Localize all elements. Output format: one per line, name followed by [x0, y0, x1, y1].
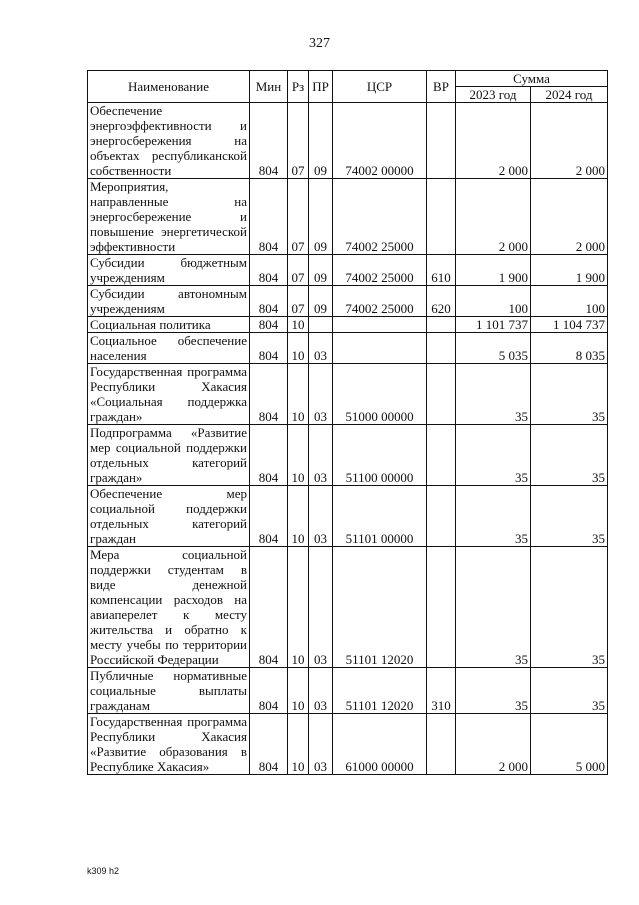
cell-sum-2024: 2 000 — [531, 103, 608, 179]
cell-pr: 03 — [309, 486, 333, 547]
table-row — [88, 286, 608, 317]
cell-name: Государственная программа Республики Хакасия «Социальная поддержка граждан» — [88, 364, 250, 425]
cell-vr — [427, 103, 456, 179]
header-csr: ЦСР — [333, 71, 427, 103]
cell-vr — [427, 714, 456, 775]
header-year-2024: 2024 год — [531, 87, 608, 103]
cell-name: Социальная политика — [88, 317, 250, 333]
table-row — [88, 103, 608, 179]
table-row — [88, 255, 608, 286]
header-sum: Сумма — [456, 71, 608, 87]
cell-sum-2024: 100 — [531, 286, 608, 317]
cell-vr — [427, 333, 456, 364]
cell-pr: 09 — [309, 286, 333, 317]
cell-rz: 10 — [288, 714, 309, 775]
header-name: Наименование — [88, 71, 250, 103]
cell-csr: 51101 12020 — [333, 547, 427, 668]
cell-rz: 07 — [288, 286, 309, 317]
table-row — [88, 317, 608, 333]
cell-pr: 03 — [309, 333, 333, 364]
budget-table-body — [88, 103, 608, 775]
cell-csr: 74002 25000 — [333, 179, 427, 255]
header-rz: Рз — [288, 71, 309, 103]
cell-min: 804 — [250, 255, 288, 286]
cell-vr: 310 — [427, 668, 456, 714]
cell-vr: 610 — [427, 255, 456, 286]
table-row — [88, 333, 608, 364]
cell-csr: 51101 12020 — [333, 668, 427, 714]
table-row — [88, 425, 608, 486]
cell-pr — [309, 317, 333, 333]
cell-rz: 10 — [288, 333, 309, 364]
header-vr: ВР — [427, 71, 456, 103]
table-row — [88, 486, 608, 547]
table-row — [88, 668, 608, 714]
cell-vr — [427, 317, 456, 333]
cell-pr: 09 — [309, 103, 333, 179]
cell-vr: 620 — [427, 286, 456, 317]
cell-min: 804 — [250, 103, 288, 179]
header-row-top — [88, 71, 608, 87]
cell-sum-2024: 35 — [531, 364, 608, 425]
cell-vr — [427, 547, 456, 668]
cell-name: Мера социальной поддержки студентам в виде денежной компенсации расходов на авиаперелет к месту жительства и обратно к месту учебы по территории Российской Федерации — [88, 547, 250, 668]
cell-rz: 10 — [288, 317, 309, 333]
cell-sum-2023: 35 — [456, 547, 531, 668]
cell-name: Социальное обеспечение населения — [88, 333, 250, 364]
budget-table — [87, 70, 608, 775]
cell-rz: 10 — [288, 425, 309, 486]
cell-sum-2024: 8 035 — [531, 333, 608, 364]
cell-csr: 51000 00000 — [333, 364, 427, 425]
cell-pr: 03 — [309, 668, 333, 714]
cell-name: Государственная программа Республики Хакасия «Развитие образования в Республике Хакасия» — [88, 714, 250, 775]
cell-name: Публичные нормативные социальные выплаты гражданам — [88, 668, 250, 714]
footer-code: k309 h2 — [87, 866, 120, 876]
cell-rz: 10 — [288, 668, 309, 714]
cell-csr: 51101 00000 — [333, 486, 427, 547]
cell-sum-2024: 5 000 — [531, 714, 608, 775]
cell-vr — [427, 425, 456, 486]
cell-csr: 74002 25000 — [333, 255, 427, 286]
table-row — [88, 364, 608, 425]
cell-sum-2024: 35 — [531, 425, 608, 486]
header-year-2023: 2023 год — [456, 87, 531, 103]
cell-rz: 10 — [288, 486, 309, 547]
cell-rz: 10 — [288, 547, 309, 668]
cell-name: Подпрограмма «Развитие мер социальной поддержки отдельных категорий граждан» — [88, 425, 250, 486]
cell-sum-2024: 1 900 — [531, 255, 608, 286]
cell-sum-2023: 1 900 — [456, 255, 531, 286]
cell-rz: 07 — [288, 103, 309, 179]
cell-name: Субсидии бюджетным учреждениям — [88, 255, 250, 286]
page-number: 327 — [309, 36, 330, 51]
cell-vr — [427, 486, 456, 547]
cell-sum-2023: 1 101 737 — [456, 317, 531, 333]
cell-rz: 07 — [288, 255, 309, 286]
cell-min: 804 — [250, 286, 288, 317]
cell-pr: 09 — [309, 179, 333, 255]
cell-pr: 09 — [309, 255, 333, 286]
cell-sum-2023: 35 — [456, 425, 531, 486]
cell-pr: 03 — [309, 425, 333, 486]
cell-csr: 51100 00000 — [333, 425, 427, 486]
cell-sum-2023: 2 000 — [456, 103, 531, 179]
cell-csr: 74002 00000 — [333, 103, 427, 179]
cell-sum-2023: 35 — [456, 486, 531, 547]
cell-csr — [333, 317, 427, 333]
cell-sum-2023: 35 — [456, 668, 531, 714]
cell-min: 804 — [250, 547, 288, 668]
cell-sum-2024: 35 — [531, 486, 608, 547]
cell-name: Обеспечение энергоэффективности и энергосбережения на объектах республиканской собственности — [88, 103, 250, 179]
cell-sum-2024: 35 — [531, 547, 608, 668]
cell-name: Обеспечение мер социальной поддержки отдельных категорий граждан — [88, 486, 250, 547]
table-row — [88, 714, 608, 775]
cell-sum-2023: 2 000 — [456, 179, 531, 255]
cell-csr — [333, 333, 427, 364]
cell-rz: 07 — [288, 179, 309, 255]
cell-pr: 03 — [309, 547, 333, 668]
header-pr: ПР — [309, 71, 333, 103]
cell-vr — [427, 179, 456, 255]
cell-sum-2024: 35 — [531, 668, 608, 714]
cell-name: Мероприятия, направленные на энергосбережение и повышение энергетической эффективности — [88, 179, 250, 255]
cell-vr — [427, 364, 456, 425]
cell-min: 804 — [250, 668, 288, 714]
cell-name: Субсидии автономным учреждениям — [88, 286, 250, 317]
cell-pr: 03 — [309, 714, 333, 775]
cell-pr: 03 — [309, 364, 333, 425]
cell-min: 804 — [250, 317, 288, 333]
cell-sum-2023: 2 000 — [456, 714, 531, 775]
cell-sum-2023: 35 — [456, 364, 531, 425]
cell-min: 804 — [250, 486, 288, 547]
cell-min: 804 — [250, 714, 288, 775]
cell-min: 804 — [250, 333, 288, 364]
cell-sum-2024: 2 000 — [531, 179, 608, 255]
cell-csr: 74002 25000 — [333, 286, 427, 317]
cell-csr: 61000 00000 — [333, 714, 427, 775]
table-row — [88, 547, 608, 668]
cell-min: 804 — [250, 179, 288, 255]
cell-min: 804 — [250, 425, 288, 486]
table-row — [88, 179, 608, 255]
cell-rz: 10 — [288, 364, 309, 425]
header-min: Мин — [250, 71, 288, 103]
cell-sum-2023: 100 — [456, 286, 531, 317]
cell-sum-2023: 5 035 — [456, 333, 531, 364]
cell-sum-2024: 1 104 737 — [531, 317, 608, 333]
cell-min: 804 — [250, 364, 288, 425]
